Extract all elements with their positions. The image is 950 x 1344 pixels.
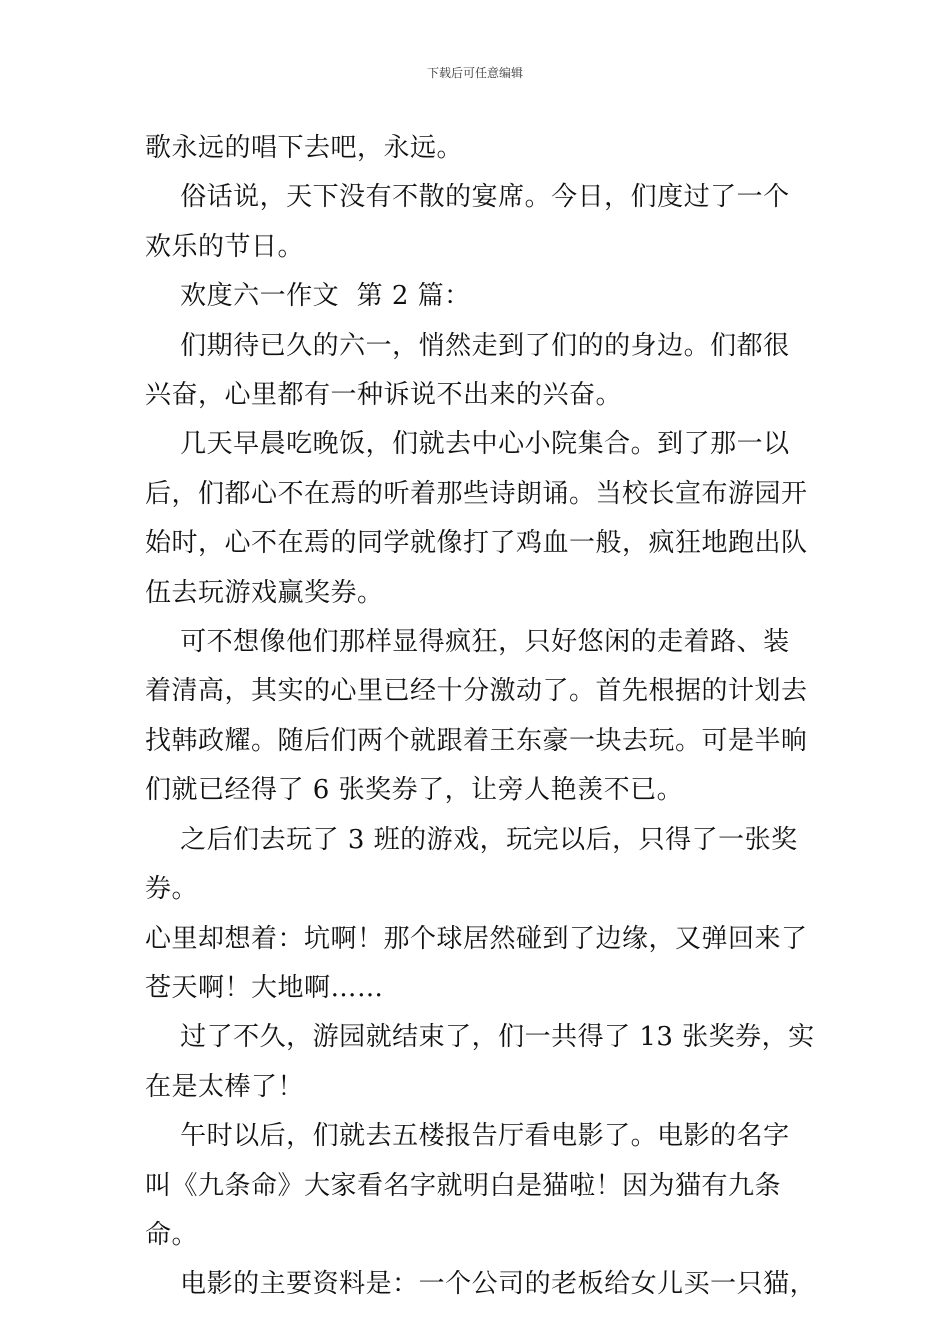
paragraph: 几天早晨吃晚饭，们就去中心小院集合。到了那一以 后，们都心不在焉的听着那些诗朗诵。当校长宣布游园开 始时，心不在焉的同学就像打了鸡血一般，疯狂地跑出队 伍去玩游戏赢奖券。 xyxy=(145,429,808,608)
paragraph: 可不想像他们那样显得疯狂，只好悠闲的走着路、装 着清高，其实的心里已经十分激动了。首先根据的计划去 找韩政耀。随后们两个就跟着王东豪一块去玩。可是半晌 们就已经得了 6 张奖券了，让旁人艳羡不已。 xyxy=(145,627,808,806)
paragraph: 过了不久，游园就结束了，们一共得了 13 张奖券，实 在是太棒了！ xyxy=(145,1022,815,1102)
paragraph: 俗话说，天下没有不散的宴席。今日，们度过了一个 欢乐的节日。 xyxy=(145,182,790,262)
paragraph: 电影的主要资料是：一个公司的老板给女儿买一只猫， xyxy=(145,1269,817,1300)
page-header: 下载后可任意编辑 xyxy=(426,66,523,80)
paragraph: 歌永远的唱下去吧，永远。 xyxy=(145,133,464,163)
paragraph: 之后们去玩了 3 班的游戏，玩完以后，只得了一张奖券。 心里却想着：坑啊！那个球居然碰到了边缘，又弹回来了 苍天啊！大地啊…… xyxy=(145,824,808,1003)
paragraph: 午时以后，们就去五楼报告厅看电影了。电影的名字 叫《九条命》大家看名字就明白是猫啦！因为猫有九条命。 xyxy=(145,1121,790,1250)
paragraph: 们期待已久的六一，悄然走到了们的的身边。们都很 兴奋，心里都有一种诉说不出来的兴奋。 xyxy=(145,330,790,411)
section-heading: 欢度六一作文 第 2 篇： xyxy=(145,281,471,312)
document-body xyxy=(145,124,825,1310)
